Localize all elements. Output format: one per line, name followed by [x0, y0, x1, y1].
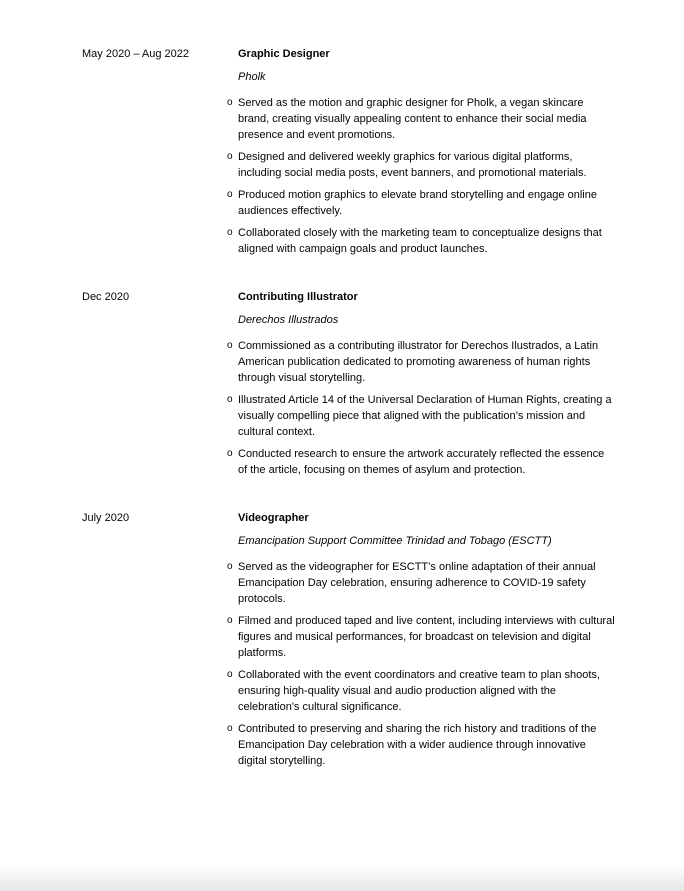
bullet-marker-icon: o: [227, 394, 233, 405]
bullet-item: [227, 446, 616, 478]
date-range: May 2020 – Aug 2022: [82, 48, 190, 60]
bullet-item: [227, 392, 616, 440]
job-title: Videographer: [238, 512, 309, 524]
bullet-marker-icon: o: [227, 151, 233, 162]
bullet-item: [227, 721, 616, 769]
job-title: Graphic Designer: [238, 48, 330, 60]
bullet-item: [227, 95, 616, 143]
bullet-text: Collaborated with the event coordinators and creative team to plan shoots, ensuring high-quality visual and audio production aligned with the celebration's cultural significance.: [238, 669, 600, 713]
bullet-text: Produced motion graphics to elevate brand storytelling and engage online audiences effectively.: [238, 189, 597, 217]
bullet-marker-icon: o: [227, 227, 233, 238]
entry-content: [227, 289, 616, 484]
bullet-item: [227, 338, 616, 386]
company-name: Emancipation Support Committee Trinidad and Tobago (ESCTT): [238, 535, 552, 547]
bullet-item: [227, 667, 616, 715]
date-range: Dec 2020: [82, 291, 130, 303]
experience-entry: [82, 289, 616, 484]
bullet-item: [227, 613, 616, 661]
entry-content: [227, 510, 616, 775]
bullet-marker-icon: o: [227, 561, 233, 572]
bullet-text: Designed and delivered weekly graphics for various digital platforms, including social media posts, event banners, and promotional materials.: [238, 151, 587, 179]
resume-experience-section: [82, 46, 616, 801]
bullet-text: Served as the motion and graphic designer for Pholk, a vegan skincare brand, creating visually appealing content to enhance their social media presence and event promotions.: [238, 97, 587, 141]
bullet-text: Conducted research to ensure the artwork accurately reflected the essence of the article, focusing on themes of asylum and protection.: [238, 448, 605, 476]
bullet-item: [227, 559, 616, 607]
experience-entry: [82, 46, 616, 263]
bullet-marker-icon: o: [227, 97, 233, 108]
bullet-text: Illustrated Article 14 of the Universal Declaration of Human Rights, creating a visually compelling piece that aligned with the publication’s mission and cultural context.: [238, 394, 612, 438]
bullet-text: Collaborated closely with the marketing team to conceptualize designs that aligned with campaign goals and product launches.: [238, 227, 602, 255]
bullet-item: [227, 225, 616, 257]
company-name: Derechos Illustrados: [238, 314, 339, 326]
experience-entry: [82, 510, 616, 775]
bullet-text: Served as the videographer for ESCTT’s online adaptation of their annual Emancipation Day celebration, ensuring adherence to COVID-19 safety protocols.: [238, 561, 596, 605]
bullet-marker-icon: o: [227, 448, 233, 459]
bullet-text: Commissioned as a contributing illustrator for Derechos Ilustrados, a Latin American publication dedicated to promoting awareness of human rights through visual storytelling.: [238, 340, 599, 384]
bullet-text: Contributed to preserving and sharing the rich history and traditions of the Emancipation Day celebration with a wider audience through innovative digital storytelling.: [238, 723, 597, 767]
bullet-marker-icon: o: [227, 669, 233, 680]
bullet-text: Filmed and produced taped and live content, including interviews with cultural figures and musical performances, for broadcast on television and digital platforms.: [238, 615, 615, 659]
bullet-item: [227, 187, 616, 219]
job-title: Contributing Illustrator: [238, 291, 358, 303]
page-bottom-edge-shadow: [0, 863, 684, 891]
bullet-item: [227, 149, 616, 181]
bullet-marker-icon: o: [227, 189, 233, 200]
date-range: July 2020: [82, 512, 130, 524]
bullet-marker-icon: o: [227, 340, 233, 351]
entry-content: [227, 46, 616, 263]
bullet-marker-icon: o: [227, 723, 233, 734]
bullet-marker-icon: o: [227, 615, 233, 626]
company-name: Pholk: [238, 71, 266, 83]
